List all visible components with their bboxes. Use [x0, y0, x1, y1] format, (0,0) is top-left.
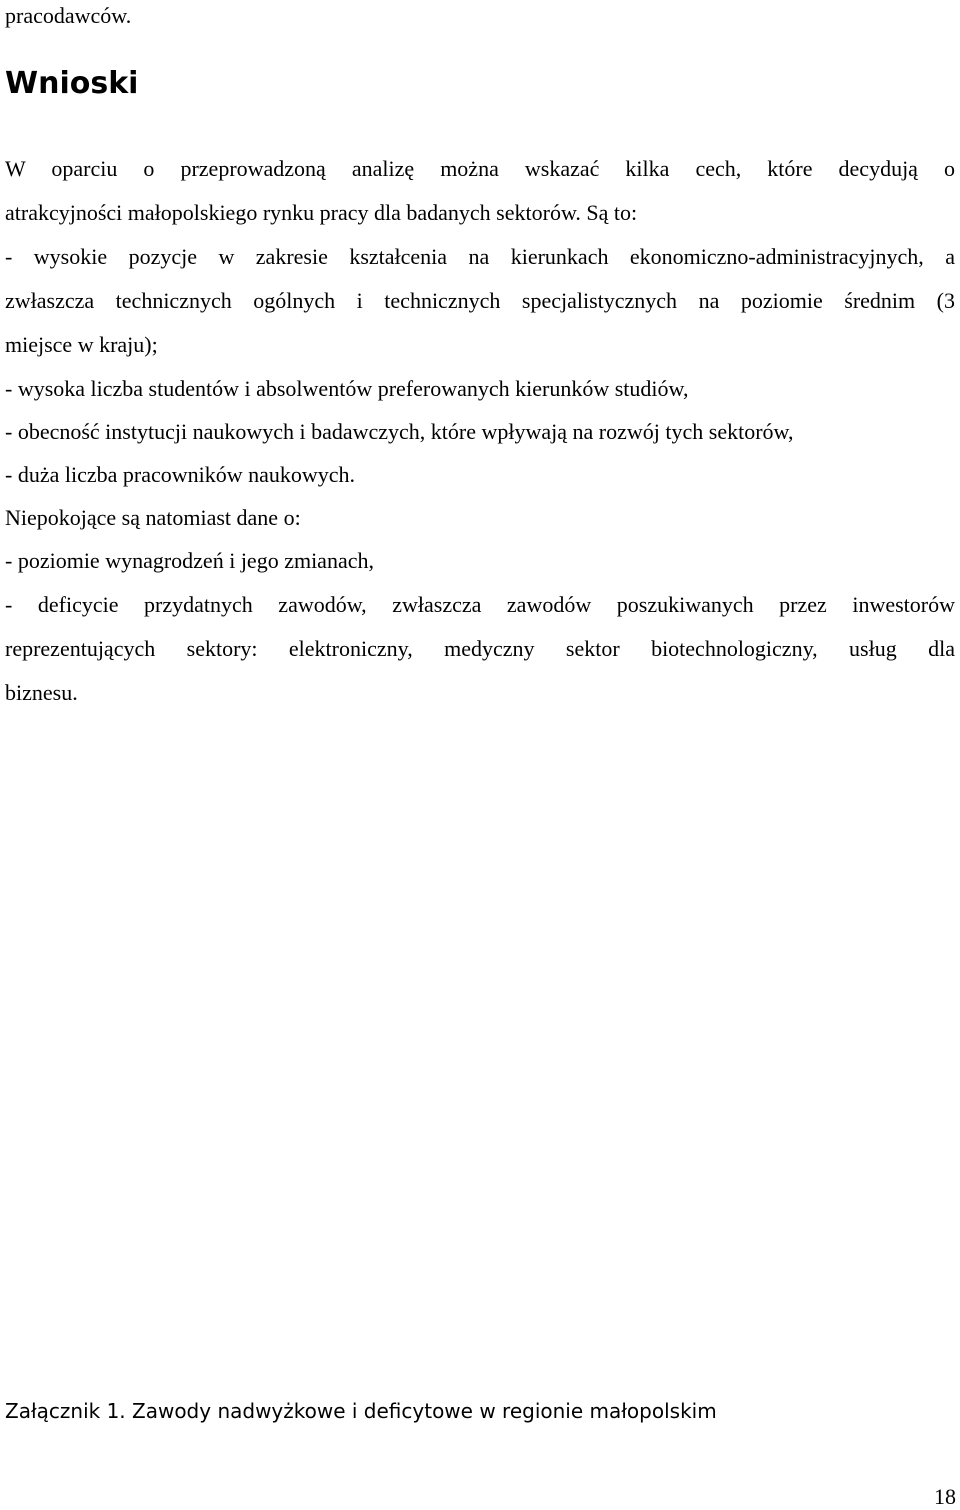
list-item-line: - obecność instytucji naukowych i badawczych, które wpływają na rozwój tych sektorów, — [5, 419, 794, 444]
page-number: 18 — [934, 1484, 956, 1509]
section-heading: Wnioski — [5, 66, 139, 101]
paragraph-line: W oparciu o przeprowadzoną analizę można wskazać kilka cech, które decydują o — [5, 156, 955, 181]
list-item-line: reprezentujących sektory: elektroniczny, medyczny sektor biotechnologiczny, usług dla — [5, 636, 955, 661]
annex-title: Załącznik 1. Zawody nadwyżkowe i deficytowe w regionie małopolskim — [5, 1399, 717, 1423]
list-item-line: - wysokie pozycje w zakresie kształcenia na kierunkach ekonomiczno-administracyjnych, a — [5, 244, 955, 269]
list-item-line: zwłaszcza technicznych ogólnych i technicznych specjalistycznych na poziomie średnim (3 — [5, 288, 955, 313]
list-item-line: - duża liczba pracowników naukowych. — [5, 462, 356, 487]
list-item-line: biznesu. — [5, 680, 78, 705]
paragraph-line: Niepokojące są natomiast dane o: — [5, 505, 301, 530]
list-item-line: - deficycie przydatnych zawodów, zwłaszcza zawodów poszukiwanych przez inwestorów — [5, 592, 955, 617]
paragraph-tail: pracodawców. — [5, 3, 132, 28]
list-item-line: - wysoka liczba studentów i absolwentów preferowanych kierunków studiów, — [5, 376, 689, 401]
list-item-line: - poziomie wynagrodzeń i jego zmianach, — [5, 548, 374, 573]
paragraph-line: atrakcyjności małopolskiego rynku pracy dla badanych sektorów. Są to: — [5, 200, 638, 225]
list-item-line: miejsce w kraju); — [5, 332, 158, 357]
